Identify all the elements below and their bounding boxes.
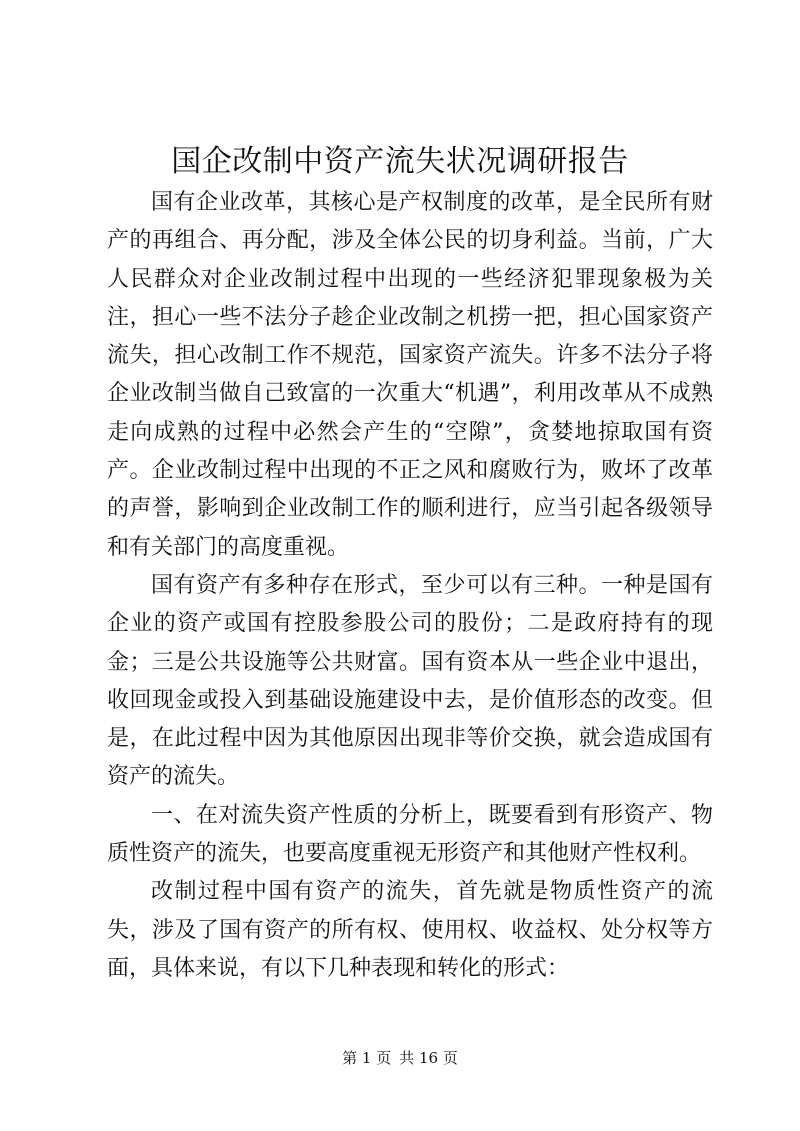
page-footer [0,1048,800,1068]
paragraph-1: 国有企业改革，其核心是产权制度的改革，是全民所有财产的再组合、再分配，涉及全体公民的切身利益。当前，广大人民群众对企业改制过程中出现的一些经济犯罪现象极为关注，担心一些不法分子趁企业改制之机捞一把，担心国家资产流失，担心改制工作不规范，国家资产流失。许多不法分子将企业改制当做自己致富的一次重大“机遇”，利用改革从不成熟走向成熟的过程中必然会产生的“空隙”，贪婪地掠取国有资产。企业改制过程中出现的不正之风和腐败行为，败坏了改革的声誉，影响到企业改制工作的顺利进行，应当引起各级领导和有关部门的高度重视。 [107,190,713,560]
document-body [107,184,713,988]
paragraph-4: 改制过程中国有资产的流失，首先就是物质性资产的流失，涉及了国有资产的所有权、使用权、收益权、处分权等方面，具体来说，有以下几种表现和转化的形式： [107,879,713,981]
page-total: 共 16 页 [399,1049,458,1067]
page-number: 第 1 页 [342,1049,392,1067]
document-title: 国企改制中资产流失状况调研报告 [171,144,629,179]
paragraph-2: 国有资产有多种存在形式，至少可以有三种。一种是国有企业的资产或国有控股参股公司的股份；二是政府持有的现金；三是公共设施等公共财富。国有资本从一些企业中退出，收回现金或投入到基础设施建设中去，是价值形态的改变。但是，在此过程中因为其他原因出现非等价交换，就会造成国有资产的流失。 [107,572,713,790]
paragraph-3: 一、在对流失资产性质的分析上，既要看到有形资产、物质性资产的流失，也要高度重视无形资产和其他财产性权利。 [107,802,713,867]
